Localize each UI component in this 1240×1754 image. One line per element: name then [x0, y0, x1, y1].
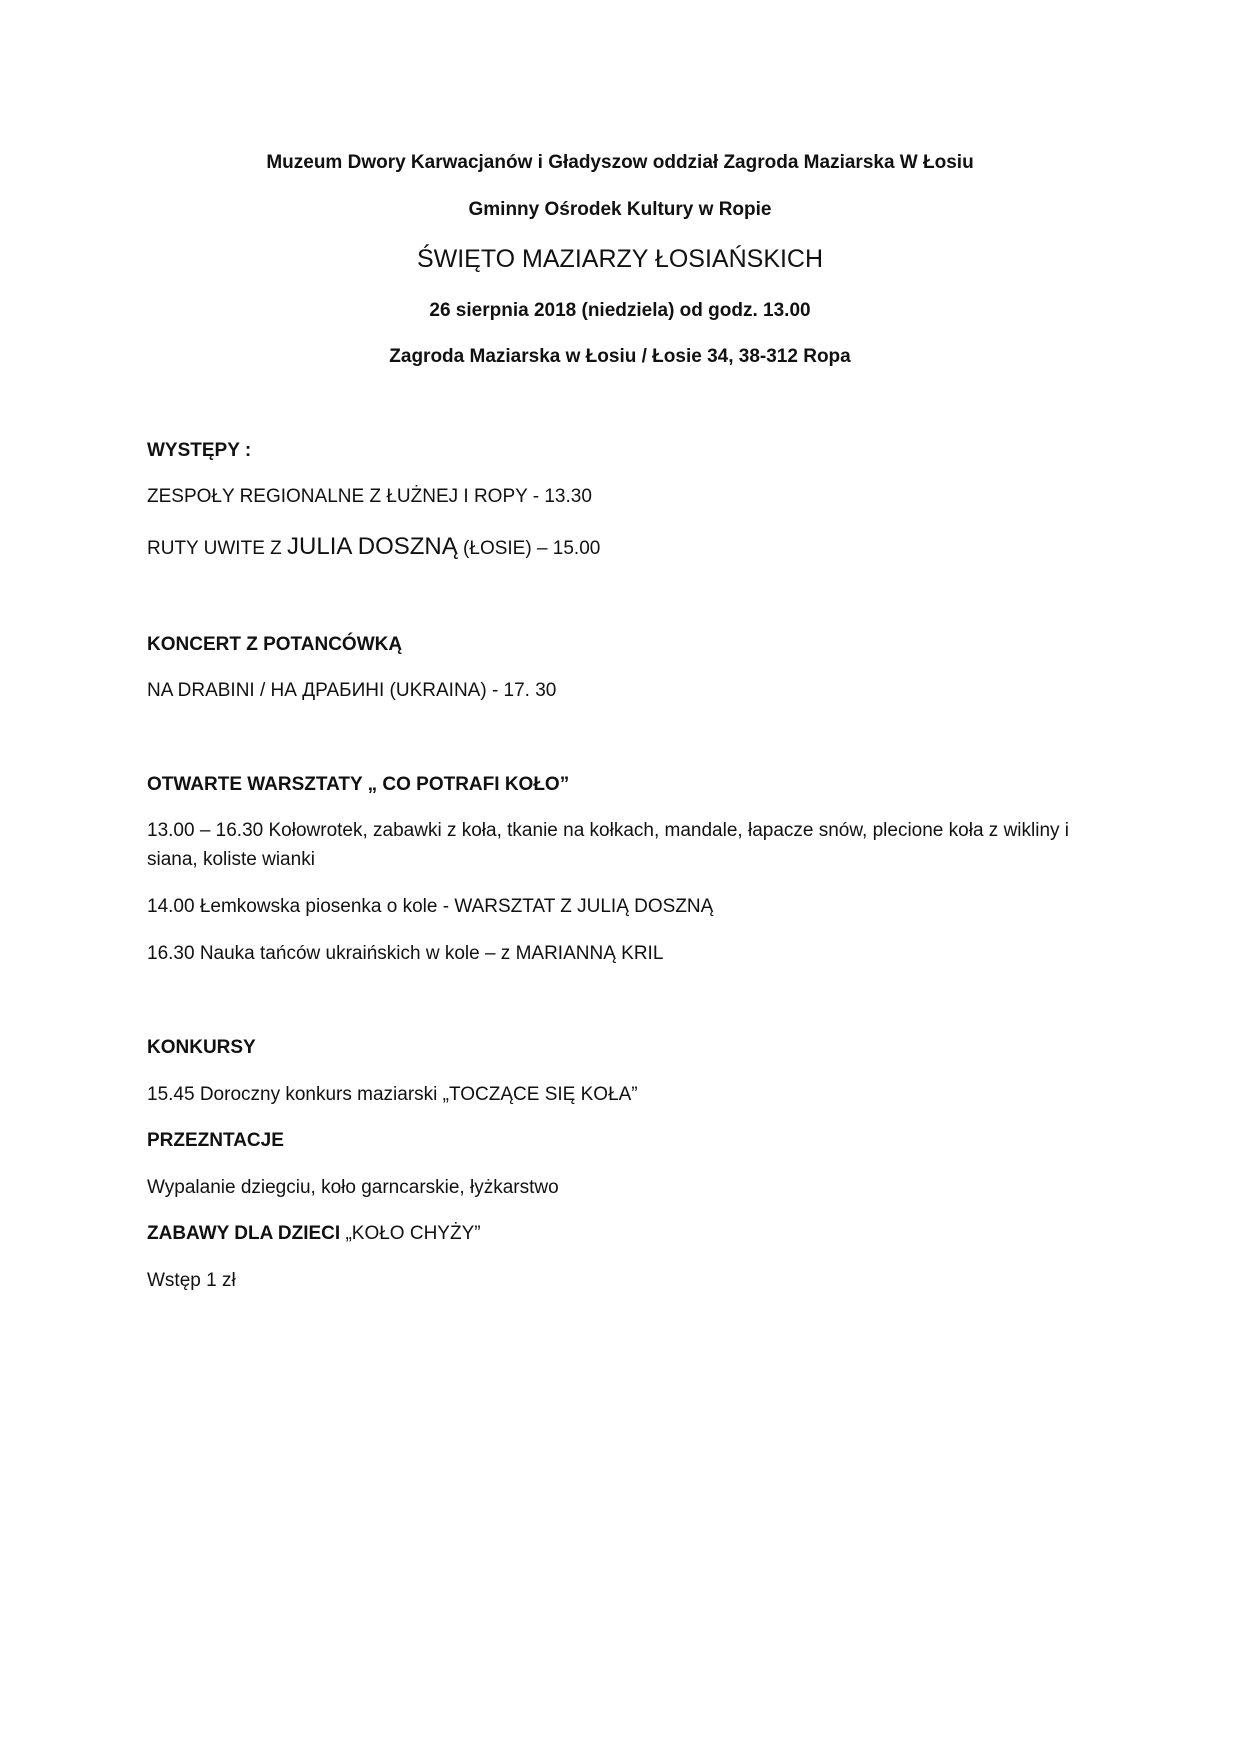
performance-item: ZESPOŁY REGIONALNE Z ŁUŻNEJ I ROPY - 13.30	[147, 486, 592, 507]
presentations-heading: PRZEZNTACJE	[147, 1130, 284, 1151]
event-date: 26 sierpnia 2018 (niedziela) od godz. 13.00	[429, 300, 811, 321]
presentation-item: Wypalanie dziegciu, koło garncarskie, łyżkarstwo	[147, 1177, 559, 1198]
workshop-item: 14.00 Łemkowska piosenka o kole - WARSZTAT Z JULIĄ DOSZNĄ	[147, 896, 714, 917]
workshop-item: 16.30 Nauka tańców ukraińskich w kole – z MARIANNĄ KRIL	[147, 943, 664, 964]
event-title: ŚWIĘTO MAZIARZY ŁOSIAŃSKICH	[416, 245, 824, 273]
concert-heading: KONCERT Z POTANCÓWKĄ	[147, 634, 403, 655]
organizer-culture-center: Gminny Ośrodek Kultury w Ropie	[468, 199, 772, 220]
workshops-heading: OTWARTE WARSZTATY „ CO POTRAFI KOŁO”	[147, 774, 570, 795]
performance-item-suffix: (ŁOSIE) – 15.00	[457, 538, 601, 559]
contests-heading: KONKURSY	[147, 1037, 256, 1058]
performances-heading: WYSTĘPY :	[147, 440, 252, 461]
kids-activity-name: „KOŁO CHYŻY”	[340, 1223, 481, 1244]
admission-fee: Wstęp 1 zł	[147, 1270, 236, 1291]
performer-name: JULIA DOSZNĄ	[287, 533, 458, 560]
concert-item: NA DRABINI / НА ДРАБИНІ (UKRAINA) - 17. 30	[147, 680, 557, 701]
organizer-museum: Muzeum Dwory Karwacjanów i Gładyszow oddział Zagroda Maziarska W Łosiu	[266, 152, 974, 173]
performance-item	[147, 533, 600, 561]
performance-item-prefix: RUTY UWITE Z	[147, 538, 288, 559]
contest-item: 15.45 Doroczny konkurs maziarski „TOCZĄCE SIĘ KOŁA”	[147, 1084, 638, 1105]
kids-heading: ZABAWY DLA DZIECI	[147, 1223, 341, 1244]
workshop-item: 13.00 – 16.30 Kołowrotek, zabawki z koła, tkanie na kołkach, mandale, łapacze snów, plecione koła z wikliny i siana, koliste wianki	[147, 820, 1070, 870]
kids-activities-line	[147, 1223, 481, 1245]
event-location: Zagroda Maziarska w Łosiu / Łosie 34, 38-312 Ropa	[389, 346, 851, 367]
